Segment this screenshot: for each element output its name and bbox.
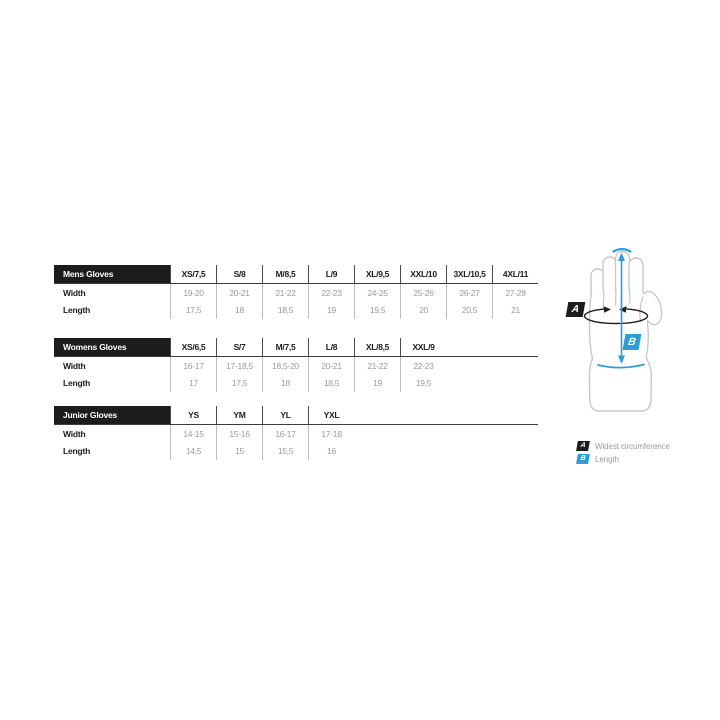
measurement-row <box>54 375 538 393</box>
size-value-cell: 18,5 <box>308 375 354 393</box>
legend-label: Widest circumference <box>595 441 670 451</box>
measurement-row <box>54 443 538 461</box>
table-header-row <box>54 406 538 425</box>
size-column-header: XXL/9 <box>400 338 446 356</box>
marker-a-badge: A <box>566 302 586 317</box>
size-value-cell: 21-22 <box>354 357 400 375</box>
row-label: Width <box>63 287 86 298</box>
table-title: Junior Gloves <box>54 406 170 424</box>
size-value-cell: 19-20 <box>170 284 216 302</box>
size-column-header: XS/6,5 <box>170 338 216 356</box>
measurement-row <box>54 284 538 302</box>
size-value-cell: 17,5 <box>170 302 216 320</box>
row-label: Width <box>63 360 86 371</box>
size-value-cell: 14,5 <box>170 443 216 461</box>
legend-marker-b-badge: B <box>576 454 590 464</box>
size-value-cell: 19 <box>308 302 354 320</box>
size-value-cell: 15 <box>216 443 262 461</box>
glove-diagram <box>565 245 670 440</box>
size-legend <box>577 441 670 467</box>
knuckle-line <box>603 291 604 307</box>
legend-label: Length <box>595 454 619 464</box>
size-column-header: YXL <box>308 406 354 424</box>
size-value-cell: 19,5 <box>354 302 400 320</box>
row-label: Length <box>63 446 91 457</box>
size-column-header: XS/7,5 <box>170 265 216 283</box>
size-value-cell: 16-17 <box>262 425 308 443</box>
measurement-row <box>54 425 538 443</box>
size-value-cell: 18 <box>216 302 262 320</box>
table-header-row <box>54 338 538 357</box>
size-value-cell: 16 <box>308 443 354 461</box>
size-value-cell: 20 <box>400 302 446 320</box>
size-column-header: XXL/10 <box>400 265 446 283</box>
size-value-cell: 22-23 <box>308 284 354 302</box>
table-header-row <box>54 265 538 284</box>
row-label: Length <box>63 378 91 389</box>
size-column-header: YM <box>216 406 262 424</box>
size-value-cell: 22-23 <box>400 357 446 375</box>
size-value-cell: 25-26 <box>400 284 446 302</box>
size-value-cell: 19,5 <box>400 375 446 393</box>
size-value-cell: 21 <box>492 302 538 320</box>
size-value-cell: 20-21 <box>216 284 262 302</box>
size-value-cell: 17-18,5 <box>216 357 262 375</box>
size-value-cell: 15,5 <box>262 443 308 461</box>
size-column-header: M/7,5 <box>262 338 308 356</box>
size-value-cell: 20,5 <box>446 302 492 320</box>
size-value-cell: 17,5 <box>216 375 262 393</box>
glove-illustration <box>565 245 670 440</box>
size-column-header: L/8 <box>308 338 354 356</box>
knuckle-line <box>629 289 630 303</box>
marker-b-badge: B <box>623 334 642 350</box>
size-value-cell: 15-16 <box>216 425 262 443</box>
size-column-header: 3XL/10,5 <box>446 265 492 283</box>
size-value-cell: 18 <box>262 375 308 393</box>
size-value-cell: 27-28 <box>492 284 538 302</box>
size-column-header: M/8,5 <box>262 265 308 283</box>
size-column-header: L/9 <box>308 265 354 283</box>
size-table-junior <box>54 406 538 460</box>
legend-row <box>577 441 670 451</box>
size-value-cell: 17-18 <box>308 425 354 443</box>
legend-marker-a-badge: A <box>576 441 590 451</box>
row-label: Width <box>63 428 86 439</box>
size-value-cell: 18,5 <box>262 302 308 320</box>
size-value-cell: 17 <box>170 375 216 393</box>
size-table-womens <box>54 338 538 392</box>
size-column-header: XL/8,5 <box>354 338 400 356</box>
row-label: Length <box>63 305 91 316</box>
table-title: Womens Gloves <box>54 338 170 356</box>
size-value-cell: 24-25 <box>354 284 400 302</box>
size-value-cell: 21-22 <box>262 284 308 302</box>
size-column-header: S/7 <box>216 338 262 356</box>
size-value-cell: 16-17 <box>170 357 216 375</box>
size-table-mens <box>54 265 538 319</box>
measurement-row <box>54 357 538 375</box>
size-value-cell: 14-15 <box>170 425 216 443</box>
size-value-cell: 19 <box>354 375 400 393</box>
size-value-cell: 18,5-20 <box>262 357 308 375</box>
size-value-cell: 26-27 <box>446 284 492 302</box>
size-column-header: YL <box>262 406 308 424</box>
size-tables <box>54 265 538 460</box>
legend-row <box>577 454 670 464</box>
size-value-cell: 20-21 <box>308 357 354 375</box>
size-column-header: S/8 <box>216 265 262 283</box>
table-title: Mens Gloves <box>54 265 170 283</box>
size-column-header: XL/9,5 <box>354 265 400 283</box>
size-column-header: YS <box>170 406 216 424</box>
size-column-header: 4XL/11 <box>492 265 538 283</box>
measurement-row <box>54 302 538 320</box>
knuckle-line <box>616 289 617 305</box>
